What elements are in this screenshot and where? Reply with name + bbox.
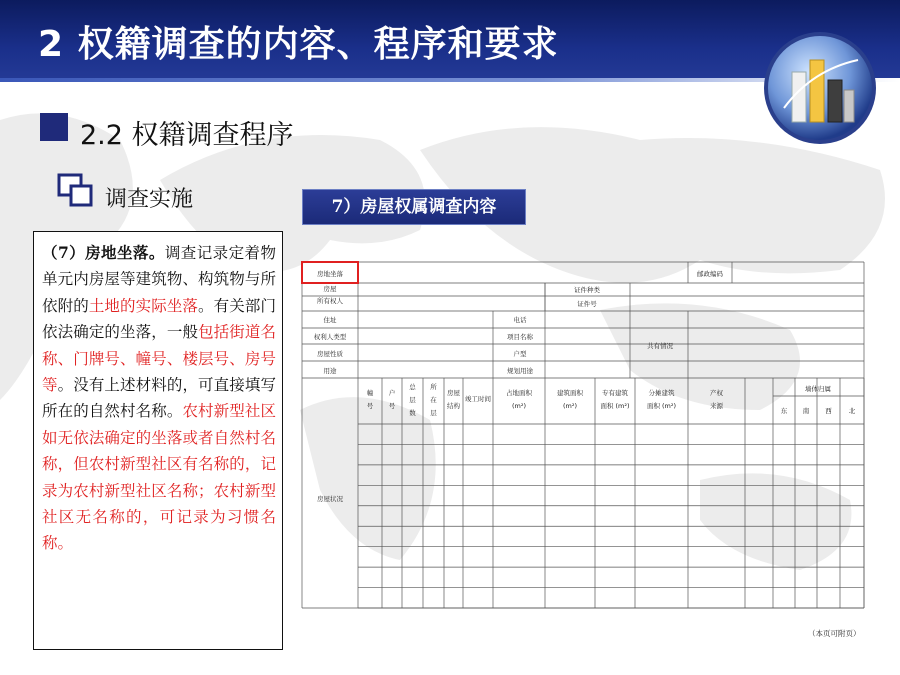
postal-code-label: 邮政编码 — [697, 270, 723, 278]
column-header-building_area: (m²) — [562, 402, 578, 410]
column-header-origin: 来源 — [710, 402, 723, 410]
cert-type-label: 证件种类 — [574, 286, 600, 294]
content-label-banner: 7）房屋权属调查内容 — [302, 189, 526, 225]
subsection-title: 调查实施 — [105, 187, 194, 212]
section-bullet-square — [40, 113, 68, 141]
wall-ownership-label: 墙体归属 — [805, 385, 831, 393]
owner-label: 所有权人 — [317, 297, 343, 305]
house-nature-label: 房屋性质 — [317, 350, 343, 358]
wall-direction-label: 北 — [848, 407, 856, 415]
address-label: 住址 — [323, 316, 337, 324]
rights-type-label: 权利人类型 — [313, 333, 347, 341]
text-segment: 。有关部门依法确定的坐落，一般 — [42, 296, 276, 342]
item-heading: （7）房地坐落。 — [42, 243, 165, 262]
column-header-land_area: (m²) — [511, 402, 527, 410]
column-header-located_floor: 在 — [430, 396, 437, 404]
wall-direction-label: 东 — [780, 407, 788, 415]
highlight-segment: 土地的实际坐落 — [88, 296, 199, 315]
usage-label: 用途 — [323, 367, 337, 375]
cert-no-label: 证件号 — [577, 300, 597, 308]
wall-direction-label: 南 — [802, 407, 810, 415]
house-ownership-survey-form — [300, 258, 866, 618]
column-header-structure: 房屋 — [447, 389, 460, 397]
co-owner-label: 共有情况 — [647, 342, 673, 350]
column-header-total_floors: 总 — [409, 383, 416, 391]
wall-direction-label: 西 — [825, 407, 832, 415]
column-header-building: 幢 — [366, 389, 374, 397]
column-header-exclusive_area: 专有建筑 — [602, 389, 628, 397]
column-header-total_floors: 数 — [409, 409, 416, 417]
text-segment: 调查记录定着物单元内房屋等建筑物、构筑物与所依附的 — [42, 244, 276, 315]
bar-chart-globe-icon — [762, 30, 878, 146]
column-header-unit: 号 — [388, 402, 396, 410]
section-title: 2.2 权籍调查程序 — [80, 120, 294, 151]
planned-usage-label: 规划用途 — [507, 367, 533, 375]
text-segment: 。没有上述材料的，可直接填写所在的自然村名称。 — [42, 376, 276, 421]
highlight-segment: 农村新型社区如无依法确定的坐落或者自然村名称，但农村新型社区有名称的，记录为农村新型社区名称；农村新型社区无名称的，可记录为习惯名称。 — [42, 402, 276, 553]
column-header-located_floor: 所 — [430, 383, 437, 391]
house-status-label: 房屋状况 — [317, 495, 343, 503]
footnote: （本页可附页） — [808, 629, 861, 638]
column-header-structure: 结构 — [447, 402, 460, 410]
column-header-located_floor: 层 — [430, 409, 437, 417]
column-header-exclusive_area: 面积 (m²) — [600, 402, 630, 410]
column-header-shared_area: 分摊建筑 — [648, 389, 675, 397]
project-name-label: 项目名称 — [507, 333, 533, 341]
overlapping-squares-icon — [57, 173, 95, 209]
phone-label: 电话 — [513, 316, 527, 324]
column-header-building_area: 建筑面积 — [557, 389, 583, 397]
column-header-building: 号 — [366, 402, 374, 410]
unit-label: 户型 — [513, 350, 527, 358]
column-header-shared_area: 面积 (m²) — [646, 402, 677, 410]
column-header-completion: 竣工时间 — [465, 395, 491, 403]
location-description-box — [33, 231, 283, 650]
column-header-unit: 户 — [388, 389, 396, 397]
column-header-origin: 产权 — [710, 389, 723, 397]
location-label: 房地坐落 — [317, 270, 343, 278]
page-title: 2 权籍调查的内容、程序和要求 — [38, 24, 559, 65]
owner-label: 房屋 — [323, 285, 337, 293]
highlight-segment: 包括街道名称、门牌号、幢号、楼层号、房号等 — [42, 323, 276, 395]
column-header-land_area: 占地面积 — [506, 389, 532, 397]
column-header-total_floors: 层 — [409, 396, 416, 404]
